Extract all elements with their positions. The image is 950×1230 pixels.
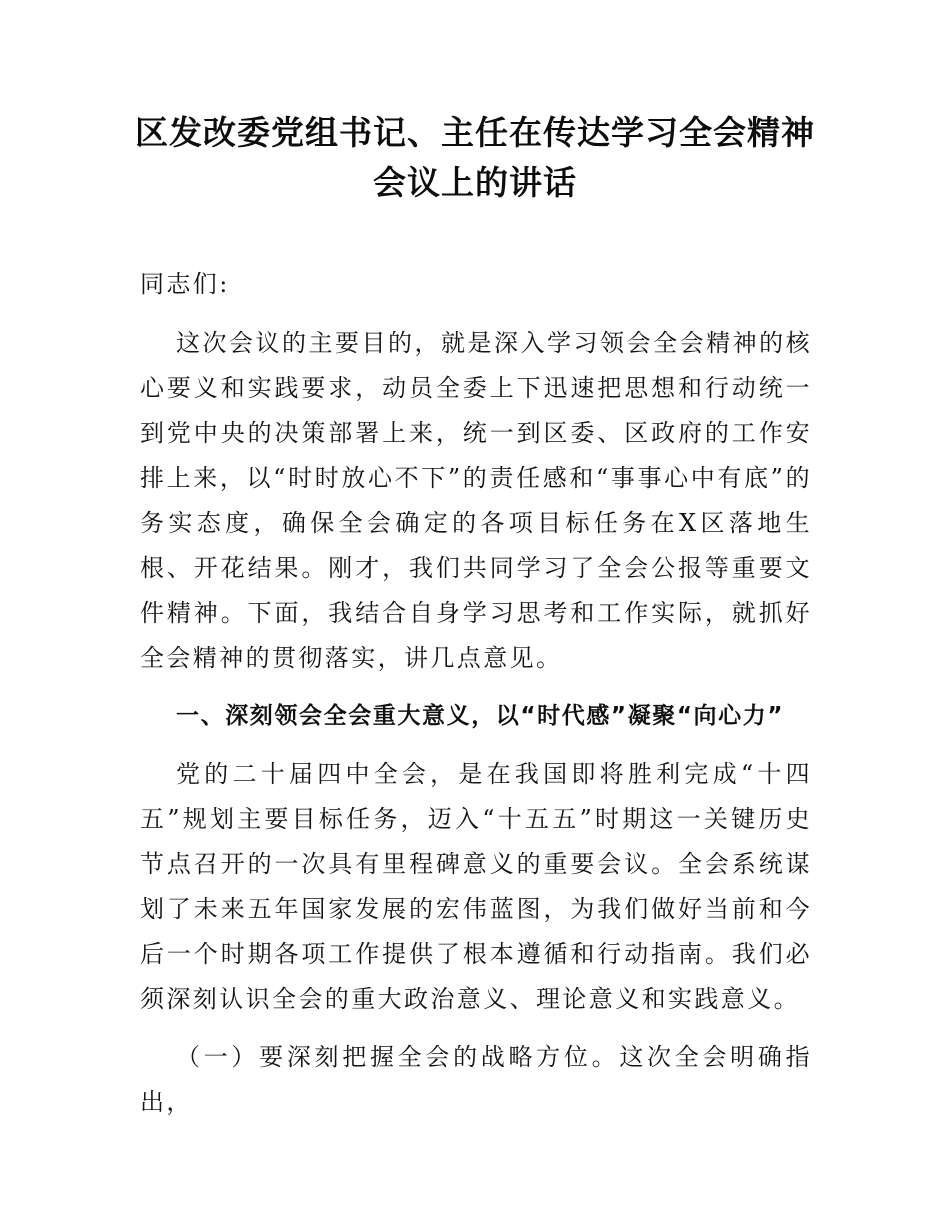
document-title: 区发改委党组书记、主任在传达学习全会精神会议上的讲话 (135, 113, 815, 202)
intro-paragraph: 这次会议的主要目的，就是深入学习领会全会精神的核心要义和实践要求，动员全委上下迅速把思想和行动统一到党中央的决策部署上来，统一到区委、区政府的工作安排上来，以“时时放心不下”的责任感和“事事心中有底”的务实态度，确保全会确定的各项目标任务在X区落地生根、开花结果。刚才，我们共同学习了全会公报等重要文件精神。下面，我结合自身学习思考和工作实际，就抓好全会精神的贯彻落实，讲几点意见。 (140, 329, 812, 672)
subsection-1-paragraph: （一）要深刻把握全会的战略方位。这次全会明确指出， (140, 1043, 812, 1116)
section-heading-1: 一、深刻领会全会重大意义，以“时代感”凝聚“向心力” (176, 703, 785, 729)
section-1-paragraph: 党的二十届四中全会，是在我国即将胜利完成“十四五”规划主要目标任务，迈入“十五五”时期这一关键历史节点召开的一次具有里程碑意义的重要会议。全会系统谋划了未来五年国家发展的宏伟蓝图，为我们做好当前和今后一个时期各项工作提供了根本遵循和行动指南。我们必须深刻认识全会的重大政治意义、理论意义和实践意义。 (140, 760, 812, 1013)
document-body (140, 262, 812, 1138)
salutation: 同志们: (140, 270, 230, 298)
